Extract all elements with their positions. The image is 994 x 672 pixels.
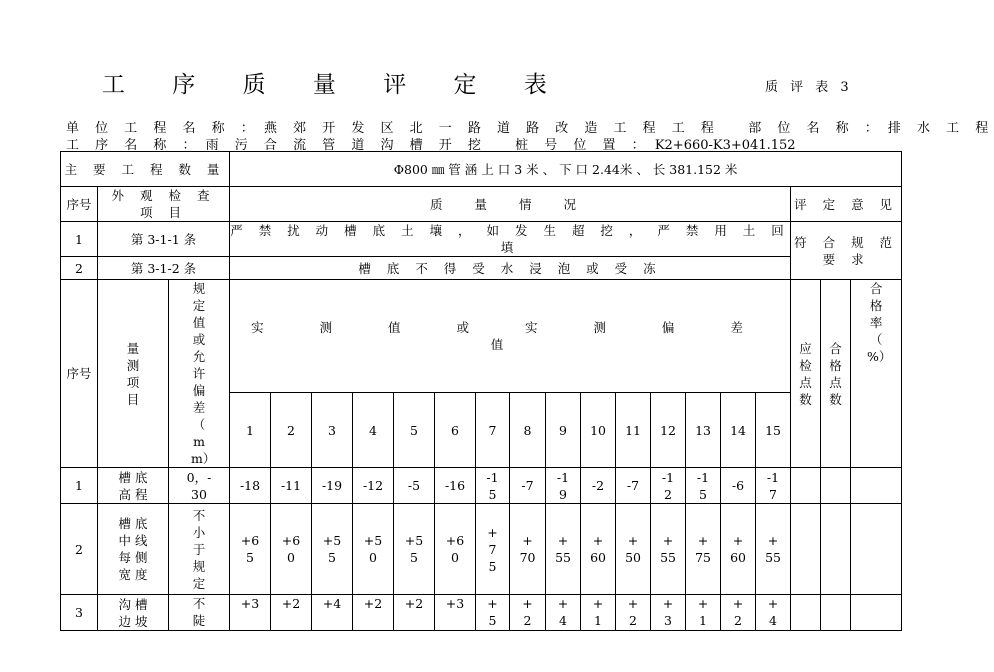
measured-value: +60 [271, 504, 312, 595]
measured-value: +2 [510, 595, 546, 631]
measured-value: +75 [476, 504, 510, 595]
check-row-item: 第 3-1-1 条 [98, 222, 230, 257]
row-tolerance: 0，-30 [169, 468, 230, 504]
measured-value: -7 [510, 468, 546, 504]
quality-table [60, 151, 902, 631]
measured-value: +55 [546, 504, 581, 595]
measured-value: +3 [435, 595, 476, 631]
measured-value: -7 [616, 468, 651, 504]
pass-rate-cell [851, 468, 902, 504]
measured-value: -11 [271, 468, 312, 504]
unit-project-label: 单 位 工 程 名 称 ： [66, 121, 260, 136]
check-item-header: 外 观 检 查 项 目 [98, 187, 230, 222]
measured-value: +50 [353, 504, 394, 595]
pass-points-header: 合格点数 [821, 280, 851, 468]
measured-value: +55 [651, 504, 686, 595]
should-check-cell [791, 595, 821, 631]
point-number-header: 10 [581, 393, 616, 468]
measured-value: -19 [312, 468, 353, 504]
point-number-header: 15 [756, 393, 791, 468]
measured-value: +4 [312, 595, 353, 631]
row-tolerance: 不陡 [169, 595, 230, 631]
measured-value: -15 [476, 468, 510, 504]
measured-value: +60 [721, 504, 756, 595]
row-no: 1 [61, 468, 98, 504]
measured-header: 实 测 值 或 实 测 偏 差 值 [230, 280, 791, 393]
measured-value: +1 [686, 595, 721, 631]
measured-value: +2 [721, 595, 756, 631]
measured-value: +5 [476, 595, 510, 631]
should-check-header: 应检点数 [791, 280, 821, 468]
unit-project-value: 燕 郊 开 发 区 北 一 路 道 路 改 造 工 程 工 程 [263, 121, 720, 136]
measured-value: -12 [353, 468, 394, 504]
measured-value: +70 [510, 504, 546, 595]
measured-value: -2 [581, 468, 616, 504]
measured-value: -19 [546, 468, 581, 504]
measured-value: +1 [581, 595, 616, 631]
measured-value: +2 [616, 595, 651, 631]
measured-value: -18 [230, 468, 271, 504]
measured-value: -16 [435, 468, 476, 504]
part-name-value: 排 水 工 程 [887, 121, 994, 136]
should-check-cell [791, 468, 821, 504]
row-no: 3 [61, 595, 98, 631]
point-number-header: 13 [686, 393, 721, 468]
point-number-header: 2 [271, 393, 312, 468]
point-number-header: 7 [476, 393, 510, 468]
measured-value: +3 [230, 595, 271, 631]
measured-value: +60 [435, 504, 476, 595]
measured-value: +55 [312, 504, 353, 595]
form-title: 工 序 质 量 评 定 表 [102, 72, 567, 98]
main-qty-value: Φ800 ㎜ 管 涵 上 口 3 米 、 下 口 2.44米 、 长 381.152 米 [230, 152, 902, 187]
point-number-header: 6 [435, 393, 476, 468]
measured-value: -5 [394, 468, 435, 504]
process-name-label: 工 序 名 称 ： [66, 138, 202, 153]
point-number-header: 1 [230, 393, 271, 468]
measured-value: -6 [721, 468, 756, 504]
point-number-header: 8 [510, 393, 546, 468]
table-row [61, 595, 902, 631]
pass-points-cell [821, 504, 851, 595]
measured-value: -12 [651, 468, 686, 504]
check-row-no: 1 [61, 222, 98, 257]
point-number-header: 9 [546, 393, 581, 468]
measured-value: +75 [686, 504, 721, 595]
row-item: 槽 底 中 线 每 侧 宽 度 [98, 504, 169, 595]
table-row [61, 504, 902, 595]
row-item: 沟 槽 边 坡 [98, 595, 169, 631]
measured-value: +2 [394, 595, 435, 631]
station-label: 桩 号 位 置 ： [515, 138, 651, 153]
pass-rate-header: 合格率（ %） [851, 280, 902, 468]
should-check-cell [791, 504, 821, 595]
measured-value: +65 [230, 504, 271, 595]
measured-value: +55 [394, 504, 435, 595]
pass-points-cell [821, 595, 851, 631]
row-tolerance: 不小于规定 [169, 504, 230, 595]
measured-value: +4 [546, 595, 581, 631]
opinion-header: 评 定 意 见 [791, 187, 902, 222]
measured-value: +3 [651, 595, 686, 631]
station-value: K2+660-K3+041.152 [654, 138, 796, 153]
check-row-content: 槽 底 不 得 受 水 浸 泡 或 受 冻 [230, 257, 791, 280]
seq-header-2: 序号 [61, 280, 98, 468]
check-row-item: 第 3-1-2 条 [98, 257, 230, 280]
point-number-header: 11 [616, 393, 651, 468]
check-row-content: 严 禁 扰 动 槽 底 土 壤 ， 如 发 生 超 挖 ， 严 禁 用 土 回 填 [230, 223, 790, 255]
point-number-header: 12 [651, 393, 686, 468]
measured-value: +2 [353, 595, 394, 631]
tolerance-header: 规定值或允许偏差（ mm） [169, 280, 230, 468]
seq-header: 序号 [61, 187, 98, 222]
point-number-header: 5 [394, 393, 435, 468]
process-name-value: 雨 污 合 流 管 道 沟 槽 开 挖 [205, 138, 487, 153]
table-row [61, 468, 902, 504]
row-item: 槽 底 高 程 [98, 468, 169, 504]
point-number-header: 14 [721, 393, 756, 468]
measure-item-header: 量测项目 [98, 280, 169, 468]
form-number: 质 评 表 3 [765, 80, 853, 95]
pass-rate-cell [851, 504, 902, 595]
measured-value: +50 [616, 504, 651, 595]
measured-value: +55 [756, 504, 791, 595]
point-number-header: 4 [353, 393, 394, 468]
measured-value: -17 [756, 468, 791, 504]
opinion-value: 符 合 规 范 要 求 [791, 222, 902, 280]
check-row-no: 2 [61, 257, 98, 280]
measured-value: +60 [581, 504, 616, 595]
measured-value: +2 [271, 595, 312, 631]
row-no: 2 [61, 504, 98, 595]
pass-rate-cell [851, 595, 902, 631]
part-name-label: 部 位 名 称 ： [748, 121, 884, 136]
main-qty-label: 主 要 工 程 数 量 [61, 152, 230, 187]
measured-value: +4 [756, 595, 791, 631]
quality-header: 质 量 情 况 [230, 187, 791, 222]
measured-value: -15 [686, 468, 721, 504]
point-number-header: 3 [312, 393, 353, 468]
pass-points-cell [821, 468, 851, 504]
